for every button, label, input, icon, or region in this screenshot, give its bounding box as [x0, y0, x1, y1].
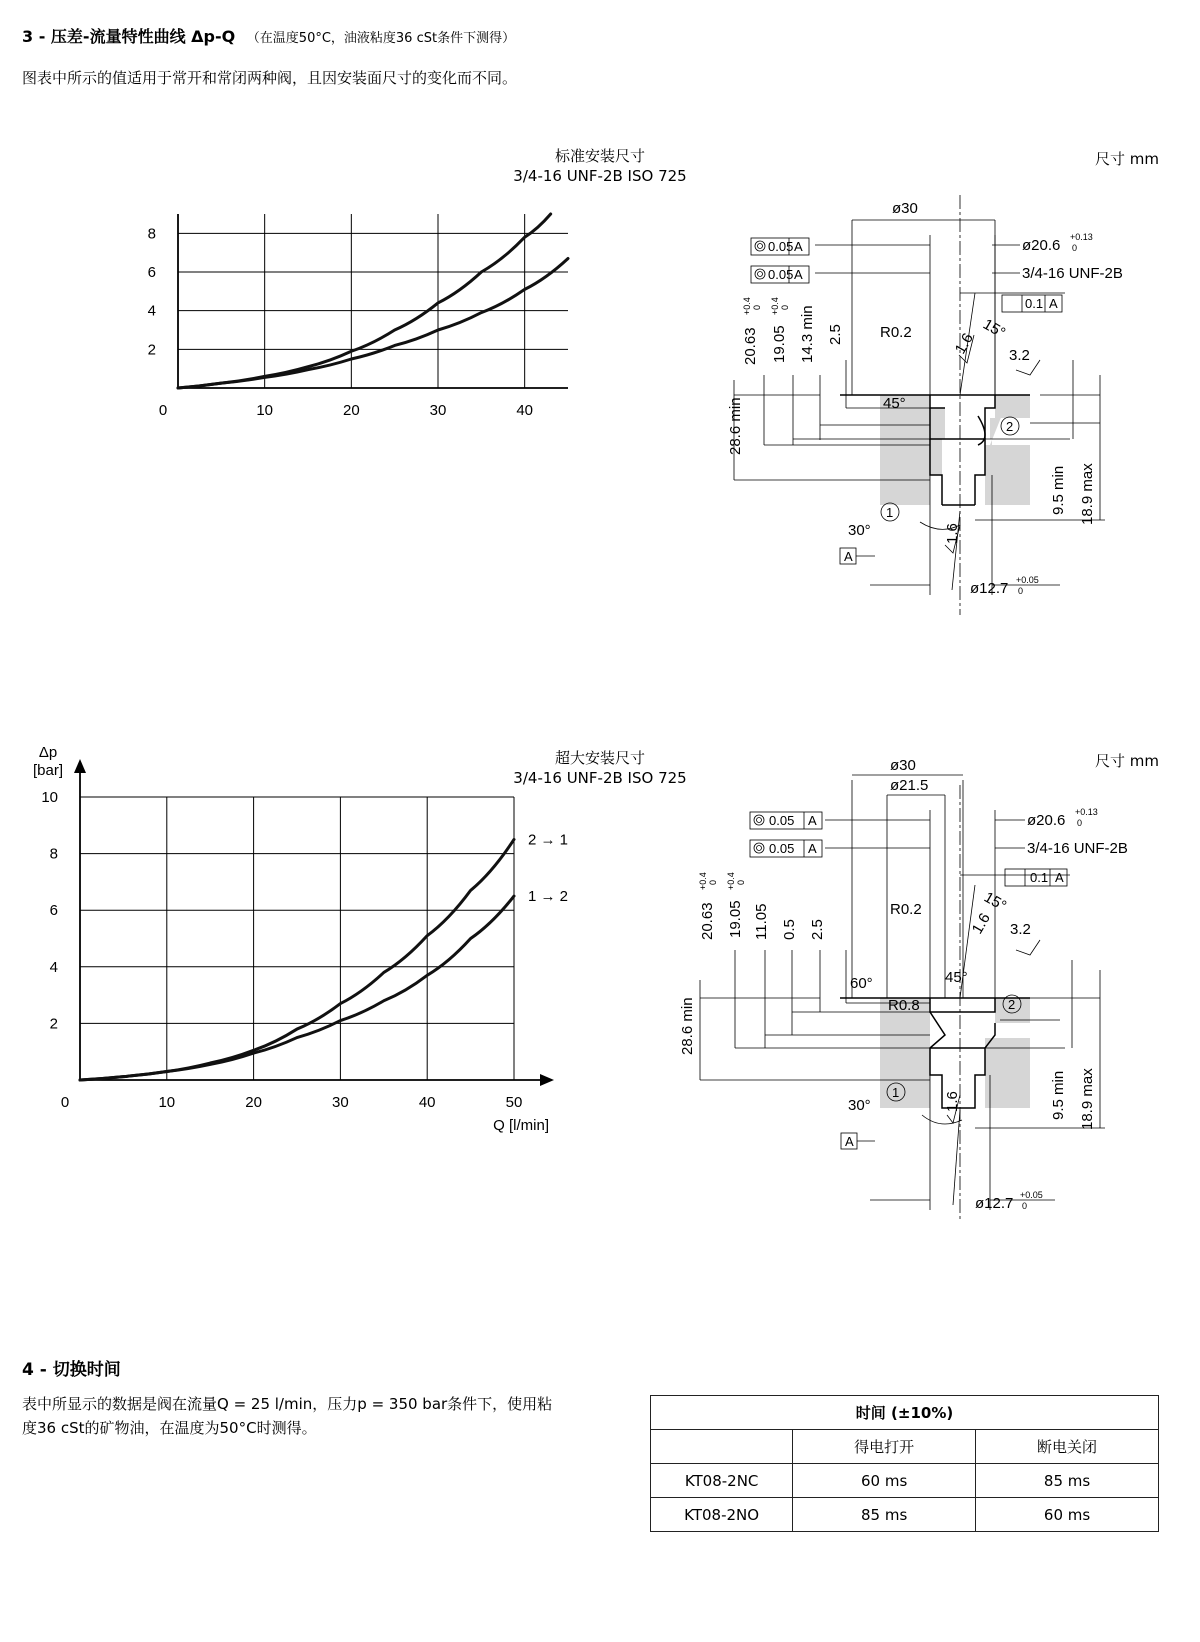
tol2-perp-value: 0.1 — [1030, 870, 1049, 885]
dim2-thread: 3/4-16 UNF-2B — [1027, 840, 1128, 857]
dim2-r08: R0.8 — [888, 997, 920, 1014]
origin-label: 0 — [60, 1094, 70, 1111]
dim-l2063-up: +0.4 — [742, 297, 752, 315]
x-axis-arrow — [540, 1074, 554, 1086]
chart1-grid — [178, 214, 568, 388]
series-label-1: 2 → 1 — [528, 831, 569, 849]
table-header-deenergize: 断电关闭 — [976, 1430, 1159, 1464]
section3-number: 3 - — [22, 27, 46, 46]
dim-d127: ø12.7 — [970, 580, 1009, 597]
x-tick-label: 10 — [158, 1094, 176, 1111]
dim-a30: 30° — [848, 522, 871, 539]
dim2-l95: 9.5 min — [1050, 1070, 1067, 1120]
tol2-conc2-ref: A — [808, 841, 817, 856]
dim-r16-top: 1.6 — [951, 330, 977, 357]
tol-conc1-value: 0.05 — [768, 239, 794, 254]
section4-text: 表中所显示的数据是阀在流量Q = 25 l/min，压力p = 350 bar条件下，使用粘度36 cSt的矿物油，在温度为50°C时测得。 — [22, 1395, 553, 1437]
dim2-l05: 0.5 — [781, 919, 798, 940]
port2b-label: 2 — [1008, 997, 1016, 1012]
dim2-l286: 28.6 min — [679, 997, 696, 1055]
y-axis-label: [bar] — [32, 762, 64, 779]
dim2-l189: 18.9 max — [1079, 1068, 1096, 1130]
dim-d127-tol-up: +0.05 — [1016, 575, 1039, 585]
dim-l143: 14.3 min — [799, 305, 816, 363]
dim2-l1105: 11.05 — [753, 903, 770, 940]
y-axis-arrow — [74, 759, 86, 773]
dim2-r16-bottom: 1.6 — [944, 1091, 961, 1112]
dim-d30: ø30 — [892, 200, 918, 217]
dim2-d206-tol-up: +0.13 — [1075, 807, 1098, 817]
x-tick-label: 50 — [505, 1094, 523, 1111]
section4-heading — [22, 1355, 121, 1380]
series-line-2 — [178, 258, 568, 388]
y-tick-label: 2 — [49, 1015, 58, 1033]
chart1-marks — [148, 214, 568, 419]
dim-r32: 3.2 — [1009, 347, 1030, 364]
y-tick-label: 4 — [49, 958, 58, 976]
dim2-a30: 30° — [848, 1097, 871, 1114]
x-tick-label: 20 — [245, 1094, 262, 1111]
switching-time-table — [650, 1395, 1159, 1532]
dim2-l2063-up: +0.4 — [698, 872, 708, 890]
chart1-svg — [0, 195, 620, 435]
table-cell-model: KT08-2NO — [651, 1498, 793, 1532]
section3-heading — [22, 24, 515, 47]
dim-d206-tol-lo: 0 — [1072, 243, 1078, 253]
dim-d206-tol-up: +0.13 — [1070, 232, 1093, 242]
origin-label: 0 — [158, 402, 168, 419]
dim2-l25: 2.5 — [809, 919, 826, 940]
dim2-d215: ø21.5 — [890, 777, 929, 794]
x-tick-label: 20 — [342, 402, 360, 419]
dim2-d30: ø30 — [890, 757, 916, 774]
dim-r02: R0.2 — [880, 324, 912, 341]
dim-a15: 15° — [980, 315, 1009, 342]
dim2-l2063-lo: 0 — [708, 879, 718, 885]
section3-title: 压差-流量特性曲线 Δp-Q — [50, 27, 236, 46]
drawing2-labels — [679, 757, 1128, 1212]
chart2-subtitle: 3/4-16 UNF-2B ISO 725 — [513, 769, 687, 787]
x-tick-label: 40 — [418, 1094, 436, 1111]
dim2-d127: ø12.7 — [975, 1195, 1014, 1212]
datum2-a: A — [845, 1134, 854, 1149]
datum-a: A — [844, 549, 853, 564]
dim2-l1905-up: +0.4 — [726, 872, 736, 890]
dim-l2063-lo: 0 — [752, 304, 762, 310]
tol2-perp-ref: A — [1055, 870, 1064, 885]
dim-thread: 3/4-16 UNF-2B — [1022, 265, 1123, 282]
chart1-subtitle: 3/4-16 UNF-2B ISO 725 — [513, 167, 687, 185]
y-tick-label: 10 — [41, 789, 58, 806]
y-tick-label: 8 — [49, 845, 58, 863]
dim2-r16-top: 1.6 — [968, 910, 994, 937]
dim-l1905: 19.05 — [771, 325, 788, 363]
tol2-conc2-value: 0.05 — [769, 841, 795, 856]
tol-perp-ref: A — [1049, 296, 1058, 311]
table-row — [651, 1464, 1159, 1498]
dim-l286: 28.6 min — [727, 397, 744, 455]
table-header-row — [651, 1430, 1159, 1464]
x-tick-label: 10 — [256, 402, 274, 419]
section4-number: 4 - — [22, 1360, 47, 1380]
x-tick-label: 40 — [516, 402, 534, 419]
dim2-a45: 45° — [945, 969, 968, 986]
table-cell-open: 60 ms — [793, 1464, 976, 1498]
chart1-title: 标准安装尺寸 — [554, 147, 645, 165]
x-tick-label: 30 — [429, 402, 447, 419]
dim2-a15: 15° — [981, 888, 1010, 915]
section3-note: （在温度50°C，油液粘度36 cSt条件下测得） — [246, 31, 516, 46]
table-header-energize: 得电打开 — [793, 1430, 976, 1464]
dim2-r32: 3.2 — [1010, 921, 1031, 938]
y-axis-label: Δp — [38, 744, 58, 761]
tol-perp-value: 0.1 — [1025, 296, 1044, 311]
dim-l95: 9.5 min — [1050, 465, 1067, 515]
table-cell-model: KT08-2NC — [651, 1464, 793, 1498]
tol-conc2-ref: A — [794, 267, 803, 282]
series-label-2: 1 → 2 — [528, 888, 569, 906]
drawing1-cavity — [720, 195, 1180, 635]
dim2-l1905-lo: 0 — [736, 879, 746, 885]
dim2-d127-tol-lo: 0 — [1022, 1201, 1028, 1211]
chart2-marks — [33, 744, 568, 1134]
table-caption: 时间 (±10%) — [651, 1396, 1159, 1430]
table-header-empty — [651, 1430, 793, 1464]
y-tick-label: 2 — [147, 341, 156, 359]
dim-l25: 2.5 — [827, 324, 844, 345]
dim-l2063: 20.63 — [742, 327, 759, 365]
dim-d206: ø20.6 — [1022, 237, 1061, 254]
dim2-d127-tol-up: +0.05 — [1020, 1190, 1043, 1200]
dim-l189: 18.9 max — [1079, 463, 1096, 525]
table-caption-row — [651, 1396, 1159, 1430]
port1-label: 1 — [886, 505, 894, 520]
chart2-title: 超大安装尺寸 — [554, 749, 645, 767]
x-axis-label: Q [l/min] — [493, 1117, 549, 1134]
dim2-l1905: 19.05 — [727, 900, 744, 938]
y-tick-label: 4 — [147, 302, 156, 320]
series-line-1 — [178, 214, 551, 388]
dim-l1905-lo: 0 — [780, 304, 790, 310]
dim-d127-tol-lo: 0 — [1018, 586, 1024, 596]
table-row — [651, 1498, 1159, 1532]
dim2-l2063: 20.63 — [699, 902, 716, 940]
dim-r16-bottom: 1.6 — [944, 523, 961, 544]
drawing1-unit: 尺寸 mm — [1095, 150, 1159, 168]
dim-l1905-up: +0.4 — [770, 297, 780, 315]
port2-label: 2 — [1006, 419, 1014, 434]
table-cell-open: 85 ms — [793, 1498, 976, 1532]
dim2-d206-tol-lo: 0 — [1077, 818, 1083, 828]
y-tick-label: 8 — [147, 225, 156, 243]
dim-a45: 45° — [883, 395, 906, 412]
tol-conc2-value: 0.05 — [768, 267, 794, 282]
chart2-title-block — [470, 748, 730, 788]
x-tick-label: 30 — [332, 1094, 349, 1111]
chart1-title-block — [470, 146, 730, 186]
table-cell-close: 60 ms — [976, 1498, 1159, 1532]
tol2-conc1-value: 0.05 — [769, 813, 795, 828]
section4-title: 切换时间 — [52, 1360, 121, 1380]
drawing2-unit: 尺寸 mm — [1095, 752, 1159, 770]
tol-conc1-ref: A — [794, 239, 803, 254]
series-line-2 — [80, 896, 514, 1080]
y-tick-label: 6 — [147, 264, 156, 281]
y-tick-label: 6 — [49, 902, 58, 920]
table-cell-close: 85 ms — [976, 1464, 1159, 1498]
dim2-d206: ø20.6 — [1027, 812, 1066, 829]
dim2-r02: R0.2 — [890, 901, 922, 918]
section3-intro: 图表中所示的值适用于常开和常闭两种阀，且因安装面尺寸的变化而不同。 — [22, 69, 518, 87]
tol2-conc1-ref: A — [808, 813, 817, 828]
port1b-label: 1 — [892, 1085, 900, 1100]
dim2-a60: 60° — [850, 975, 873, 992]
